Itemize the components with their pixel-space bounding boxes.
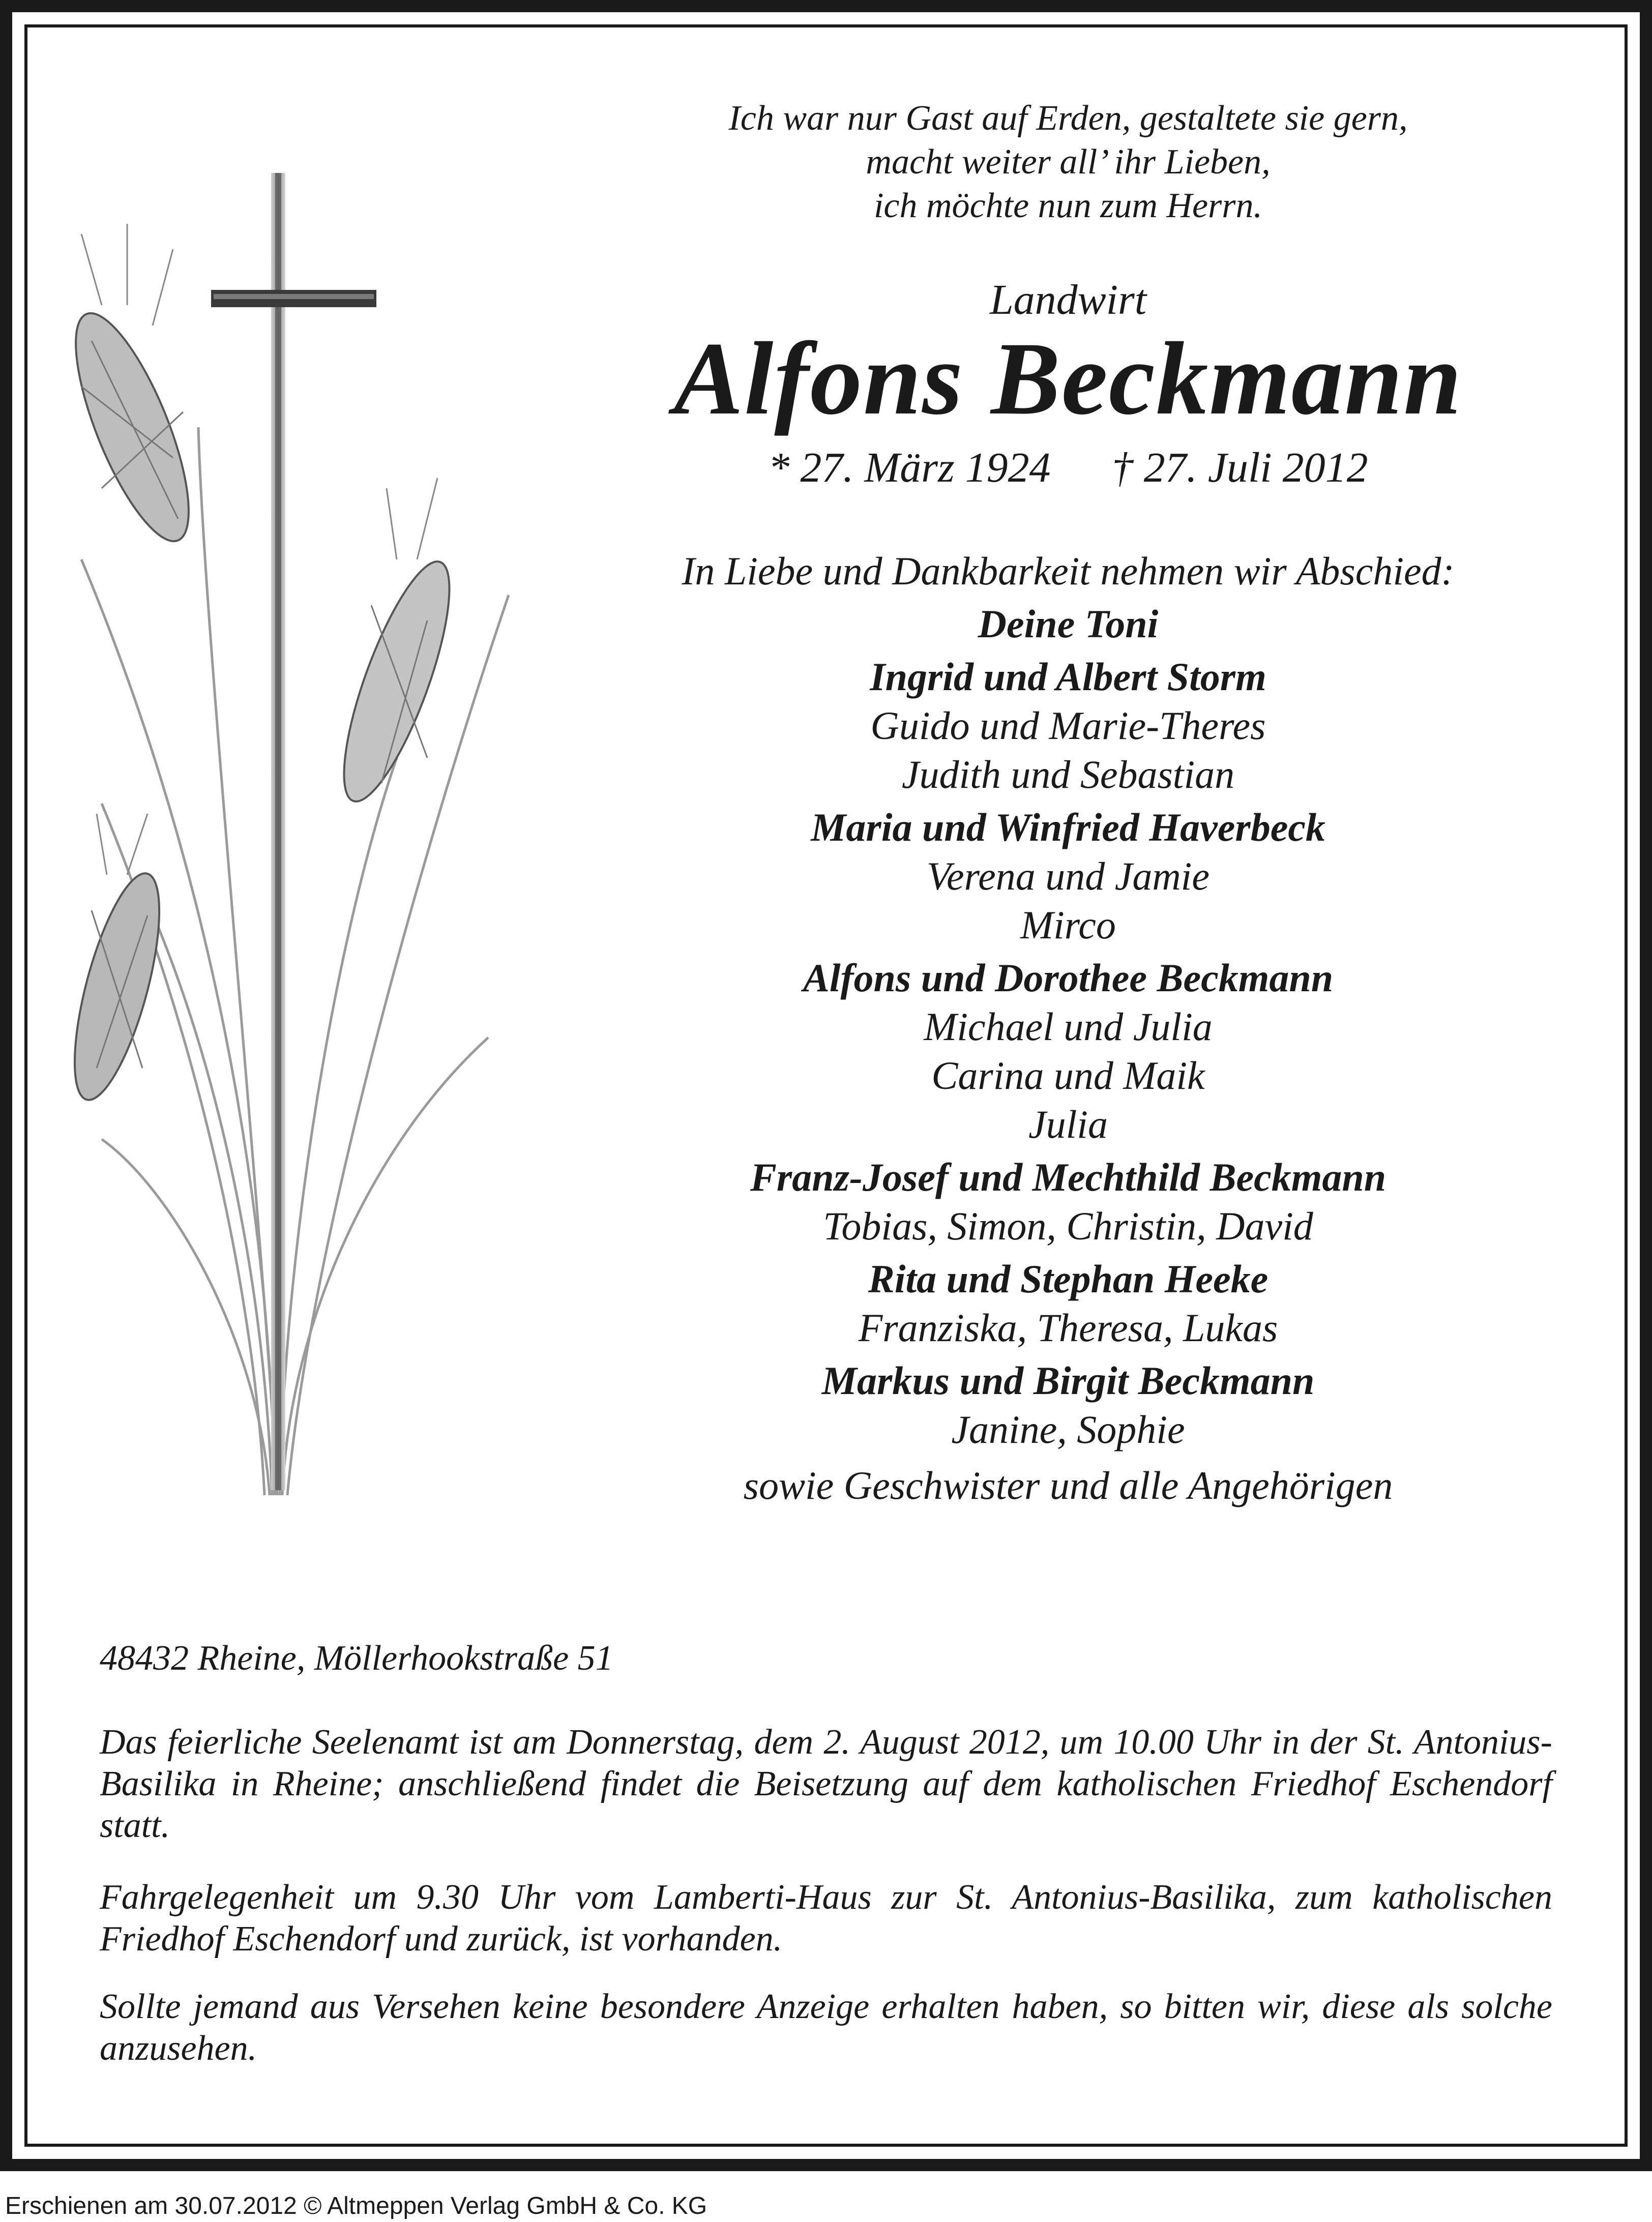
family-head: Alfons und Dorothee Beckmann	[803, 956, 1334, 1000]
wheat-ear-upper-left	[71, 224, 211, 554]
mourners-list	[585, 547, 1551, 1510]
family-member: Franziska, Theresa, Lukas	[858, 1306, 1278, 1350]
family-head: Markus und Birgit Beckmann	[821, 1358, 1315, 1403]
family-member: Mirco	[1020, 903, 1116, 947]
motto-line: Ich war nur Gast auf Erden, gestaltete sie gern,	[728, 99, 1408, 138]
life-dates	[585, 442, 1551, 493]
family-head: Ingrid und Albert Storm	[870, 655, 1266, 699]
notice-no-card: Sollte jemand aus Versehen keine besondere Anzeige erhalten haben, so bitten wir, diese als solche anzusehen.	[100, 1987, 1552, 2068]
family-member: Carina und Maik	[931, 1053, 1205, 1098]
family-head: Rita und Stephan Heeke	[868, 1257, 1268, 1301]
birth-date: * 27. März 1924	[768, 444, 1051, 491]
family-block	[585, 803, 1551, 950]
family-block	[585, 1356, 1551, 1454]
family-head: Franz-Josef und Mechthild Beckmann	[750, 1155, 1386, 1199]
family-head: Deine Toni	[978, 602, 1159, 646]
death-date: † 27. Juli 2012	[1111, 444, 1368, 491]
family-block	[585, 954, 1551, 1149]
family-head: Maria und Winfried Haverbeck	[811, 805, 1325, 849]
family-block	[585, 653, 1551, 799]
mourners-intro: In Liebe und Dankbarkeit nehmen wir Abschied:	[682, 549, 1455, 593]
family-member: Janine, Sophie	[951, 1407, 1185, 1451]
cross-with-wheat-icon	[71, 173, 549, 1505]
motto-verse	[585, 97, 1551, 228]
family-block	[585, 600, 1551, 648]
deceased-occupation: Landwirt	[989, 276, 1147, 323]
family-member: Guido und Marie-Theres	[870, 703, 1266, 748]
family-member: Tobias, Simon, Christin, David	[823, 1204, 1313, 1248]
family-address: 48432 Rheine, Möllerhookstraße 51	[100, 1639, 613, 1678]
publication-footer: Erschienen am 30.07.2012 © Altmeppen Verlag GmbH & Co. KG	[5, 2193, 707, 2219]
family-block	[585, 1153, 1551, 1251]
family-block	[585, 1255, 1551, 1352]
mourners-closing: sowie Geschwister und alle Angehörigen	[743, 1463, 1393, 1507]
motto-line: ich möchte nun zum Herrn.	[873, 186, 1263, 225]
notice-funeral-mass: Das feierliche Seelenamt ist am Donnerstag, dem 2. August 2012, um 10.00 Uhr in der St. Antonius-Basilika in Rheine; anschließend findet die Beisetzung auf dem katholischen Friedhof Eschendorf statt.	[100, 1723, 1552, 1845]
notice-transport: Fahrgelegenheit um 9.30 Uhr vom Lamberti-Haus zur St. Antonius-Basilika, zum katholischen Friedhof Eschendorf und zurück, ist vorhanden.	[100, 1878, 1552, 1959]
family-member: Michael und Julia	[924, 1004, 1213, 1049]
family-member: Verena und Jamie	[927, 854, 1210, 898]
family-member: Julia	[1028, 1102, 1108, 1146]
motto-line: macht weiter all’ ihr Lieben,	[866, 142, 1271, 182]
family-member: Judith und Sebastian	[901, 752, 1235, 796]
deceased-name: Alfons Beckmann	[673, 321, 1463, 436]
